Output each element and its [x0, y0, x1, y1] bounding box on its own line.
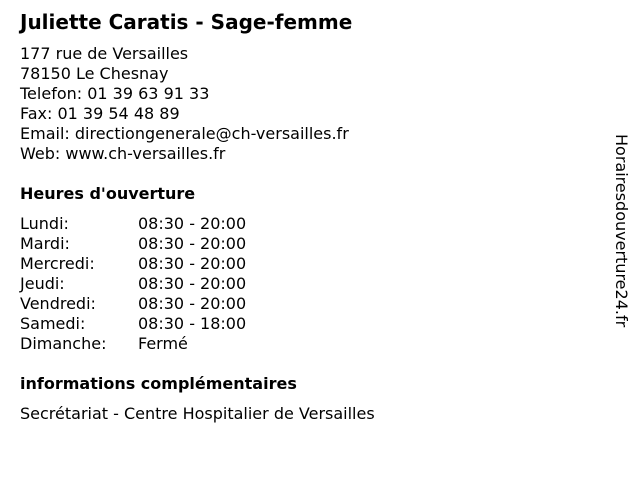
hours-time: Fermé — [138, 334, 188, 353]
hours-table — [20, 214, 246, 354]
hours-day: Samedi: — [20, 314, 86, 333]
hours-time: 08:30 - 20:00 — [138, 214, 247, 233]
hours-day: Mardi: — [20, 234, 70, 253]
info-heading: informations complémentaires — [20, 374, 297, 393]
address-city: 78150 Le Chesnay — [20, 64, 169, 83]
hours-day: Jeudi: — [20, 274, 65, 293]
fax-line: Fax: 01 39 54 48 89 — [20, 104, 180, 123]
hours-day: Dimanche: — [20, 334, 107, 353]
contact-block — [20, 44, 349, 164]
hours-heading: Heures d'ouverture — [20, 184, 196, 203]
hours-row — [20, 254, 246, 274]
hours-day: Lundi: — [20, 214, 69, 233]
hours-time: 08:30 - 20:00 — [138, 234, 247, 253]
hours-row — [20, 214, 246, 234]
email-line: Email: directiongenerale@ch-versailles.fr — [20, 124, 349, 143]
hours-row — [20, 314, 246, 334]
hours-time: 08:30 - 20:00 — [138, 254, 247, 273]
site-watermark: Horairesdouverture24.fr — [612, 134, 631, 328]
hours-row — [20, 274, 246, 294]
hours-day: Mercredi: — [20, 254, 95, 273]
hours-row — [20, 334, 246, 354]
hours-time: 08:30 - 20:00 — [138, 294, 247, 313]
address-street: 177 rue de Versailles — [20, 44, 189, 63]
hours-time: 08:30 - 20:00 — [138, 274, 247, 293]
phone-line: Telefon: 01 39 63 91 33 — [20, 84, 210, 103]
page-title: Juliette Caratis - Sage-femme — [20, 10, 353, 34]
hours-day: Vendredi: — [20, 294, 96, 313]
hours-row — [20, 294, 246, 314]
hours-row — [20, 234, 246, 254]
info-text: Secrétariat - Centre Hospitalier de Versailles — [20, 404, 375, 423]
web-line: Web: www.ch-versailles.fr — [20, 144, 226, 163]
hours-time: 08:30 - 18:00 — [138, 314, 247, 333]
